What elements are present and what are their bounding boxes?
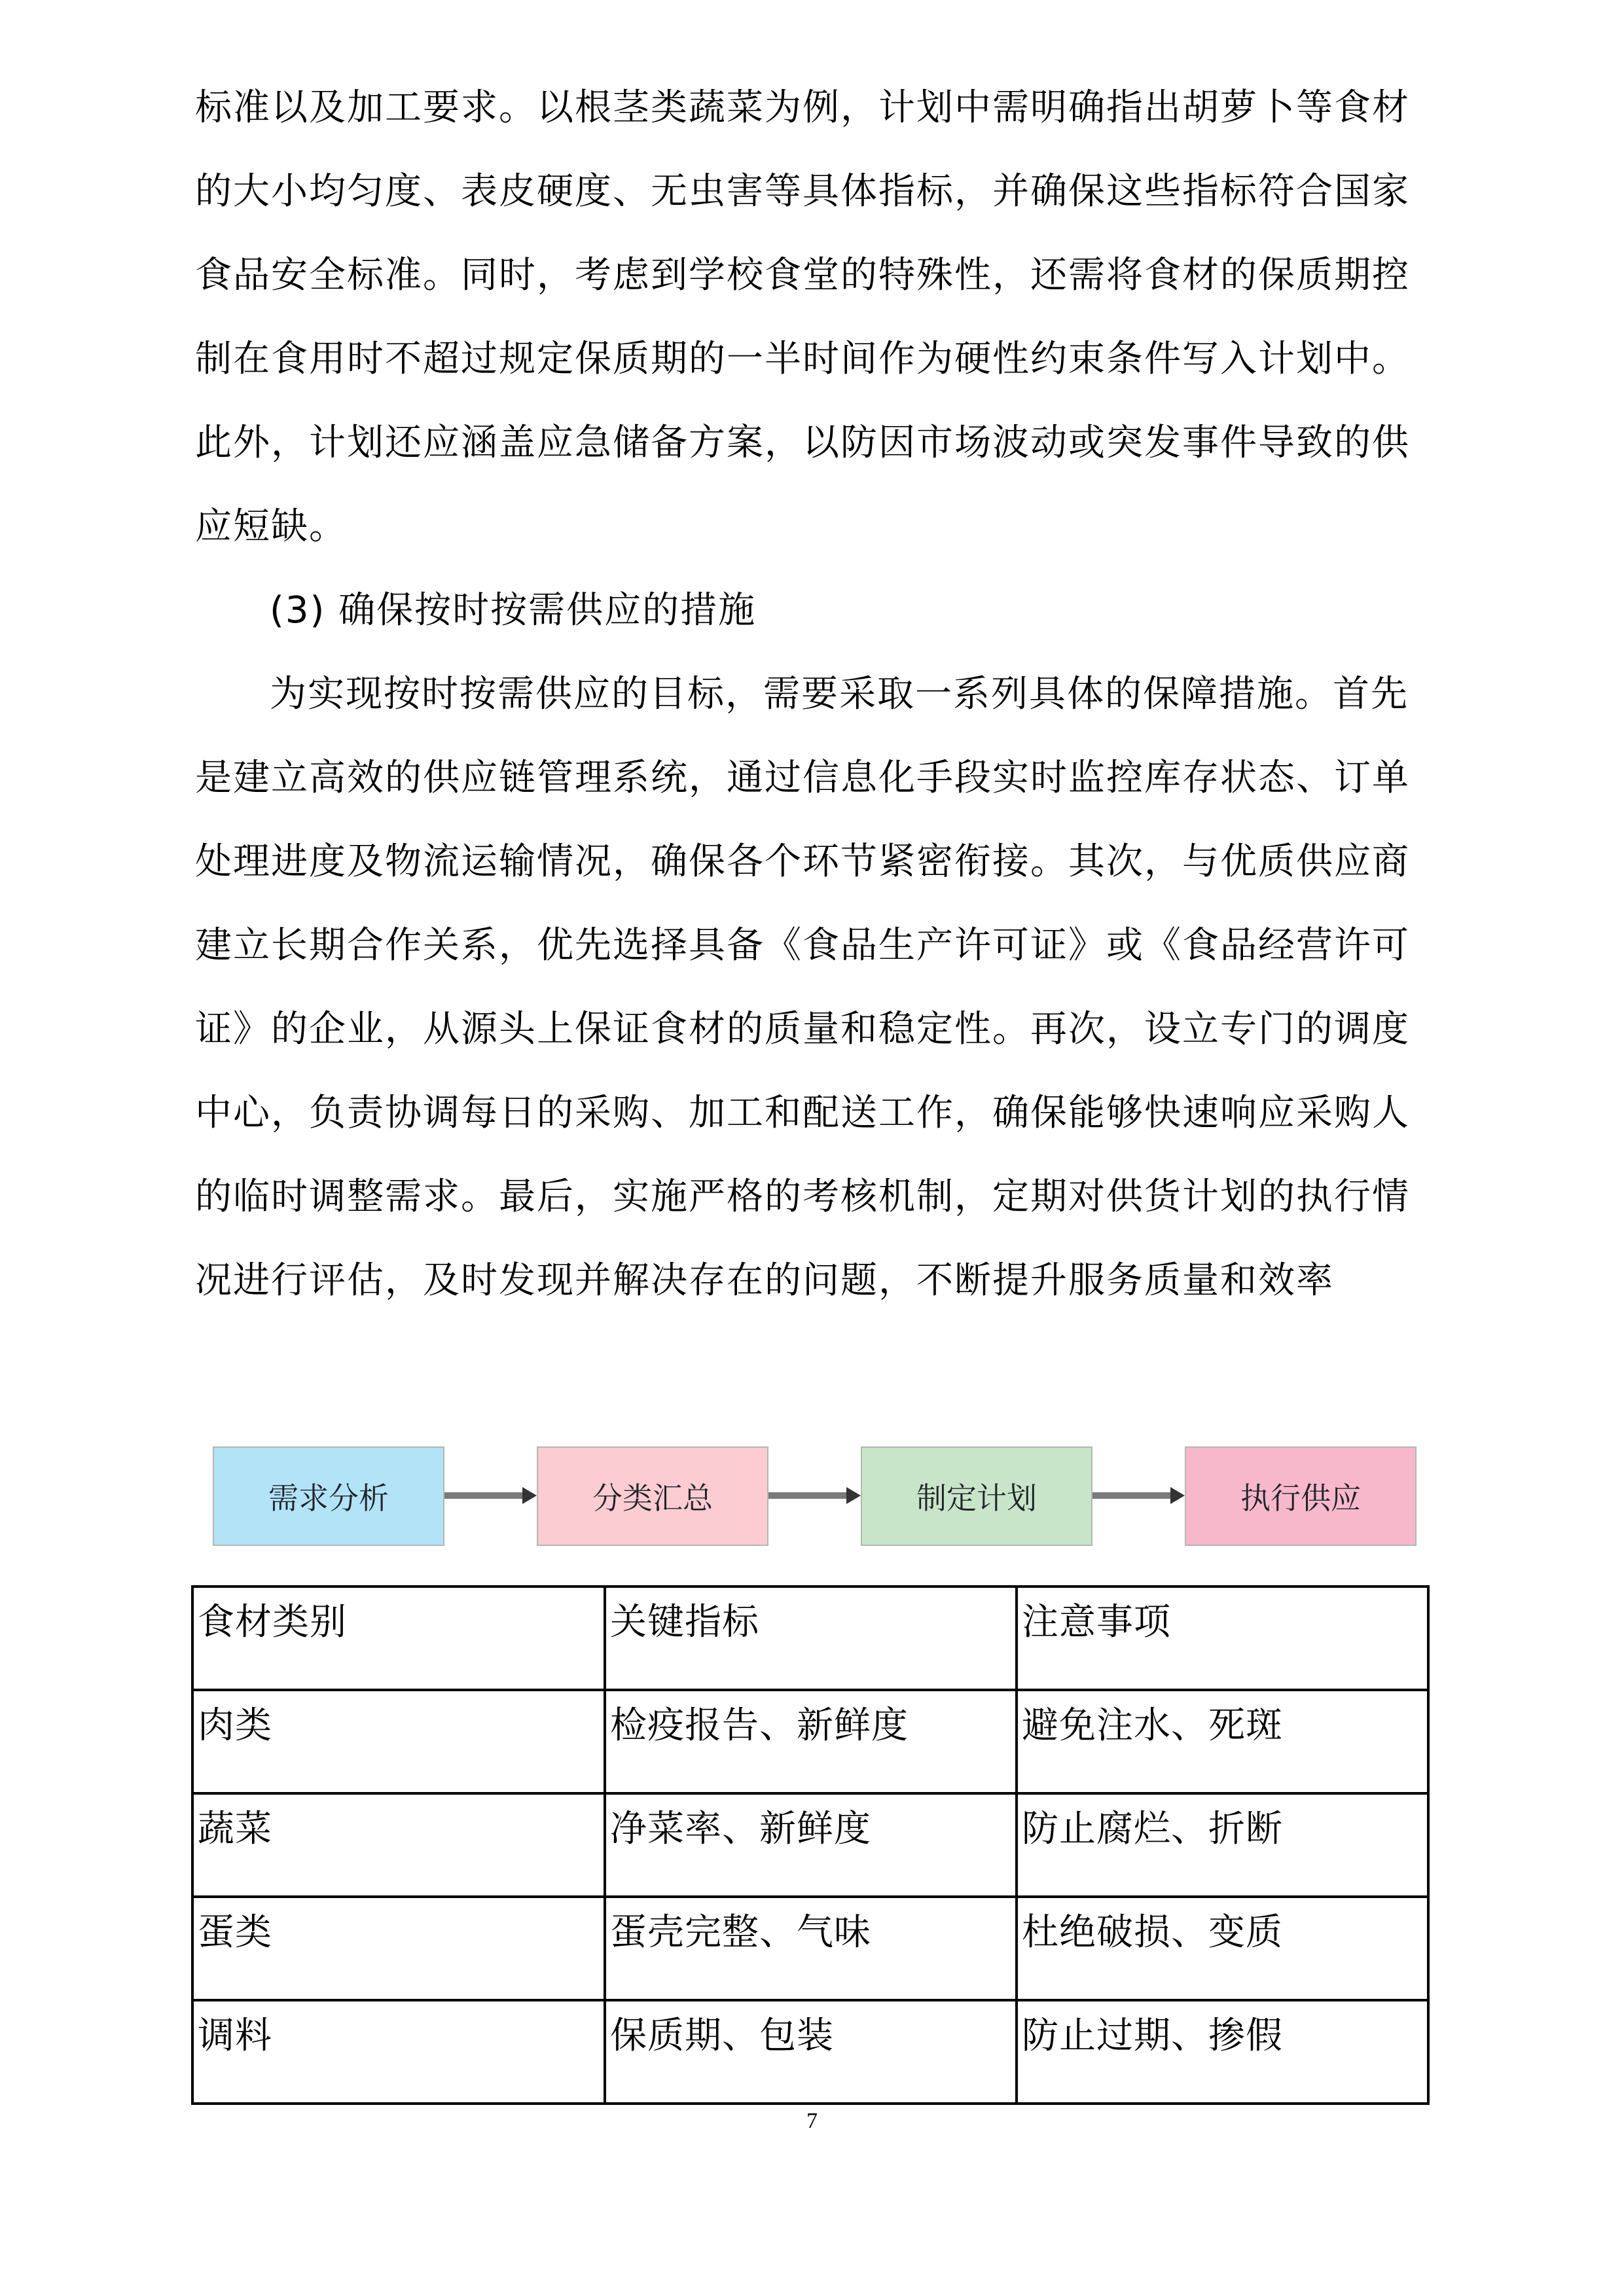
text-line: 制在食用时不超过规定保质期的一半时间作为硬性约束条件写入计划中。: [195, 338, 1410, 380]
text-line: 此外，计划还应涵盖应急储备方案，以防因市场波动或突发事件导致的供: [195, 422, 1410, 464]
table-cell: 保质期、包装: [605, 2000, 1017, 2104]
text-line: 应短缺。: [195, 505, 347, 548]
table-row: [192, 2000, 1428, 2104]
table-cell: 调料: [192, 2000, 605, 2104]
table-cell: 防止腐烂、折断: [1017, 1793, 1428, 1897]
header-cell: 关键指标: [605, 1587, 1017, 1690]
text-line: 处理进度及物流运输情况，确保各个环节紧密衔接。其次，与优质供应商: [195, 840, 1410, 883]
table-cell: 检疫报告、新鲜度: [605, 1690, 1017, 1793]
flow-step-categorize-summarize: [537, 1446, 768, 1546]
arrow-line: [768, 1492, 847, 1499]
flow-step-execute-supply: [1185, 1446, 1416, 1546]
text-line: 建立长期合作关系，优先选择具备《食品生产许可证》或《食品经营许可: [195, 924, 1410, 967]
table-cell: 肉类: [192, 1690, 605, 1793]
text-line: 为实现按时按需供应的目标，需要采取一系列具体的保障措施。首先: [270, 673, 1409, 715]
text-line: 标准以及加工要求。以根茎类蔬菜为例，计划中需明确指出胡萝卜等食材: [195, 86, 1410, 129]
table-cell: 避免注水、死斑: [1017, 1690, 1428, 1793]
text-line: 证》的企业，从源头上保证食材的质量和稳定性。再次，设立专门的调度: [195, 1008, 1410, 1050]
section-heading: (3) 确保按时按需供应的措施: [270, 589, 757, 632]
arrow-right-icon: [1170, 1487, 1185, 1504]
text-line: 况进行评估，及时发现并解决存在的问题，不断提升服务质量和效率: [195, 1259, 1334, 1302]
table-row: [192, 1897, 1428, 2000]
flow-step-label: 分类汇总: [592, 1480, 713, 1516]
text-line: 是建立高效的供应链管理系统，通过信息化手段实时监控库存状态、订单: [195, 757, 1410, 799]
table-cell: 杜绝破损、变质: [1017, 1897, 1428, 2000]
text-line: 的临时调整需求。最后，实施严格的考核机制，定期对供货计划的执行情: [195, 1175, 1410, 1218]
table-header-row: [192, 1587, 1428, 1690]
table-row: [192, 1793, 1428, 1897]
table-cell: 蛋类: [192, 1897, 605, 2000]
arrow-right-icon: [846, 1487, 861, 1504]
page-number: 7: [806, 2109, 818, 2133]
table-cell: 蛋壳完整、气味: [605, 1897, 1017, 2000]
flow-step-label: 执行供应: [1240, 1480, 1361, 1516]
table-row: [192, 1690, 1428, 1793]
header-cell: 注意事项: [1017, 1587, 1428, 1690]
food-category-table: [191, 1585, 1430, 2105]
flow-step-label: 需求分析: [268, 1480, 389, 1516]
arrow-line: [444, 1492, 523, 1499]
flow-step-label: 制定计划: [916, 1480, 1037, 1516]
text-line: 中心，负责协调每日的采购、加工和配送工作，确保能够快速响应采购人: [195, 1092, 1410, 1134]
arrow-right-icon: [522, 1487, 537, 1504]
table-cell: 防止过期、掺假: [1017, 2000, 1428, 2104]
table-cell: 净菜率、新鲜度: [605, 1793, 1017, 1897]
flow-step-make-plan: [861, 1446, 1092, 1546]
text-line: 的大小均匀度、表皮硬度、无虫害等具体指标，并确保这些指标符合国家: [195, 170, 1410, 213]
flow-step-demand-analysis: [213, 1446, 444, 1546]
text-line: 食品安全标准。同时，考虑到学校食堂的特殊性，还需将食材的保质期控: [195, 254, 1410, 296]
table-cell: 蔬菜: [192, 1793, 605, 1897]
header-cell: 食材类别: [192, 1587, 605, 1690]
arrow-line: [1092, 1492, 1171, 1499]
